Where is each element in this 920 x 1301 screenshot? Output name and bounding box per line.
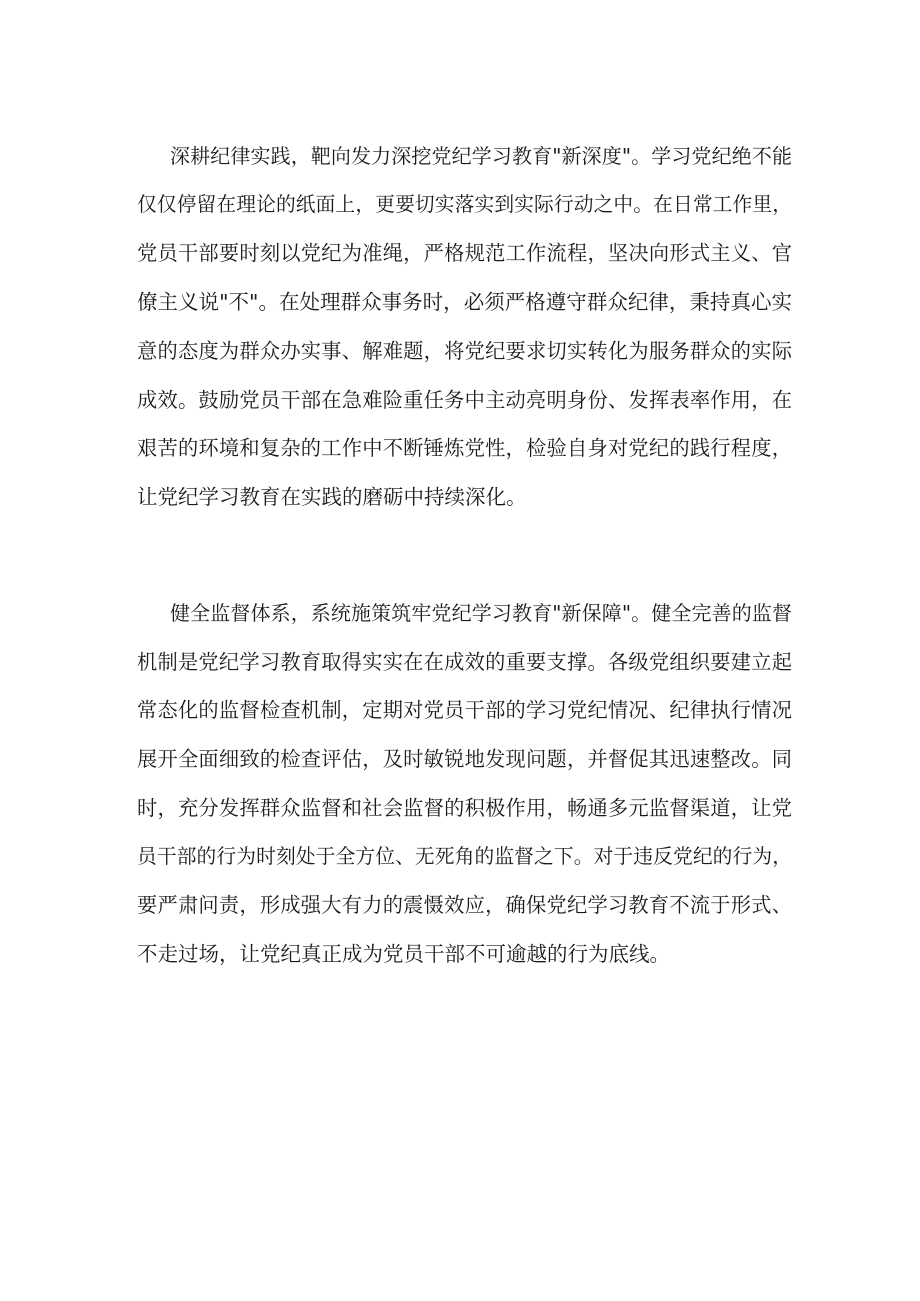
paragraph-line: 员干部的行为时刻处于全方位、无死角的监督之下。对于违反党纪的行为， (137, 844, 792, 868)
paragraph-line: 机制是党纪学习教育取得实实在在成效的重要支撑。各级党组织要建立起 (137, 649, 792, 674)
paragraph-line: 展开全面细致的检查评估，及时敏锐地发现问题，并督促其迅速整改。同 (137, 747, 792, 772)
paragraph-supervision-system (137, 589, 792, 979)
paragraph-line: 时，充分发挥群众监督和社会监督的积极作用，畅通多元监督渠道，让党 (137, 795, 792, 820)
paragraph-line: 仅仅停留在理论的纸面上，更要切实落实到实际行动之中。在日常工作里， (137, 192, 792, 216)
paragraph-line: 艰苦的环境和复杂的工作中不断锤炼党性，检验自身对党纪的践行程度， (137, 436, 792, 461)
paragraph-line: 让党纪学习教育在实践的磨砺中持续深化。 (137, 484, 527, 509)
paragraph-line: 不走过场，让党纪真正成为党员干部不可逾越的行为底线。 (137, 941, 670, 966)
paragraph-line: 意的态度为群众办实事、解难题，将党纪要求切实转化为服务群众的实际 (137, 338, 792, 363)
paragraph-line: 健全监督体系，系统施策筑牢党纪学习教育"新保障"。健全完善的监督 (170, 601, 792, 625)
paragraph-line: 僚主义说"不"。在处理群众事务时，必须严格遵守群众纪律，秉持真心实 (137, 290, 792, 315)
paragraph-discipline-practice (137, 132, 792, 522)
paragraph-line: 深耕纪律实践，靶向发力深挖党纪学习教育"新深度"。学习党纪绝不能 (170, 144, 792, 168)
paragraph-line: 要严肃问责，形成强大有力的震慑效应，确保党纪学习教育不流于形式、 (137, 893, 792, 918)
paragraph-line: 成效。鼓励党员干部在急难险重任务中主动亮明身份、发挥表率作用，在 (137, 387, 792, 412)
paragraph-line: 常态化的监督检查机制，定期对党员干部的学习党纪情况、纪律执行情况 (137, 698, 792, 723)
paragraph-line: 党员干部要时刻以党纪为准绳，严格规范工作流程，坚决向形式主义、官 (137, 241, 792, 266)
